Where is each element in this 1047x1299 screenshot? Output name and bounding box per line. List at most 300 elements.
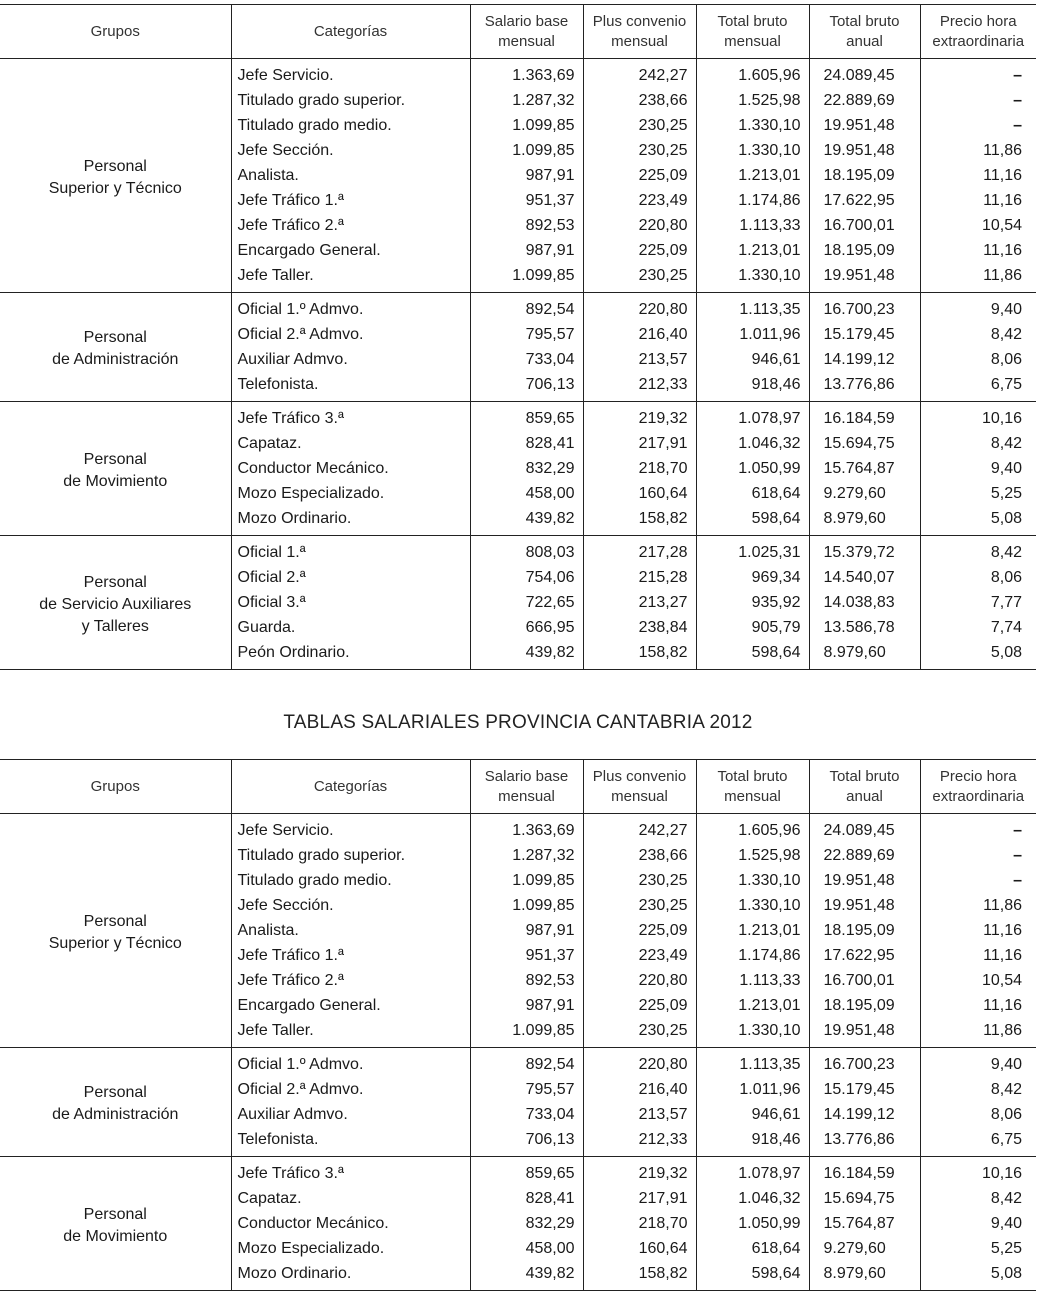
total-mensual-cell: 1.113,35: [696, 1048, 809, 1078]
group-name-line: de Movimiento: [63, 472, 168, 490]
header-grupos: Grupos: [0, 760, 231, 814]
total-anual-cell: 19.951,48: [809, 113, 920, 138]
group-name-line: de Movimiento: [63, 1227, 168, 1245]
salario-base-cell: 1.099,85: [470, 893, 583, 918]
total-anual-cell: 16.700,23: [809, 293, 920, 323]
category-cell: Jefe Taller.: [231, 1018, 470, 1048]
plus-convenio-cell: 160,64: [583, 481, 696, 506]
plus-convenio-cell: 238,66: [583, 88, 696, 113]
salario-base-cell: 832,29: [470, 456, 583, 481]
total-anual-cell: 15.179,45: [809, 322, 920, 347]
precio-hora-cell: 11,16: [983, 192, 1022, 209]
salario-base-cell: 1.099,85: [470, 1018, 583, 1048]
category-cell: Jefe Tráfico 1.ª: [231, 943, 470, 968]
precio-hora-cell: 11,16: [983, 922, 1022, 939]
total-mensual-cell: 1.525,98: [696, 843, 809, 868]
category-cell: Conductor Mecánico.: [231, 456, 470, 481]
category-cell: Oficial 1.ª: [231, 536, 470, 566]
header-line: mensual: [724, 32, 781, 50]
total-anual-cell: 13.776,86: [809, 1127, 920, 1157]
header-line: Plus convenio: [592, 767, 687, 785]
plus-convenio-cell: 158,82: [583, 640, 696, 670]
total-mensual-cell: 598,64: [696, 640, 809, 670]
total-anual-cell: 13.776,86: [809, 372, 920, 402]
header-line: Total bruto: [829, 12, 900, 30]
precio-hora-cell: 11,86: [920, 1018, 1036, 1048]
total-mensual-cell: 1.213,01: [696, 993, 809, 1018]
total-mensual-cell: 1.213,01: [696, 918, 809, 943]
plus-convenio-cell: 238,84: [583, 615, 696, 640]
precio-hora-cell: 5,25: [990, 1240, 1022, 1257]
category-cell: Capataz.: [231, 1186, 470, 1211]
header-plus-convenio: [583, 5, 696, 59]
category-cell: Jefe Servicio.: [231, 59, 470, 89]
total-mensual-cell: 1.078,97: [696, 1157, 809, 1187]
total-anual-cell: 16.700,23: [809, 1048, 920, 1078]
category-cell: Mozo Ordinario.: [231, 1261, 470, 1291]
plus-convenio-cell: 158,82: [583, 1261, 696, 1291]
group-name-line: Personal: [83, 912, 147, 930]
category-cell: Oficial 2.ª Admvo.: [231, 1077, 470, 1102]
header-line: anual: [846, 32, 883, 50]
total-mensual-cell: 1.050,99: [696, 1211, 809, 1236]
header-line: extraordinaria: [932, 32, 1025, 50]
salary-table-1: [0, 4, 1036, 670]
precio-hora-cell: 5,08: [920, 506, 1036, 536]
plus-convenio-cell: 216,40: [583, 1077, 696, 1102]
total-mensual-cell: 1.213,01: [696, 238, 809, 263]
total-anual-cell: 15.379,72: [809, 536, 920, 566]
header-line: mensual: [498, 787, 555, 805]
category-cell: Mozo Especializado.: [231, 1236, 470, 1261]
total-anual-cell: 18.195,09: [809, 993, 920, 1018]
plus-convenio-cell: 220,80: [583, 968, 696, 993]
plus-convenio-cell: 238,66: [583, 843, 696, 868]
category-cell: Jefe Tráfico 2.ª: [231, 213, 470, 238]
total-anual-cell: 18.195,09: [809, 918, 920, 943]
group-name-line: de Administración: [52, 351, 179, 368]
precio-hora-cell: –: [1013, 117, 1022, 134]
salario-base-cell: 439,82: [470, 640, 583, 670]
total-mensual-cell: 1.330,10: [696, 1018, 809, 1048]
total-mensual-cell: 1.525,98: [696, 88, 809, 113]
total-mensual-cell: 1.113,33: [696, 968, 809, 993]
precio-hora-cell: 9,40: [990, 301, 1022, 318]
total-mensual-cell: 1.330,10: [696, 263, 809, 293]
precio-hora-cell: 8,42: [990, 435, 1022, 452]
total-anual-cell: 14.199,12: [809, 347, 920, 372]
group-cell: [0, 1048, 231, 1157]
precio-hora-cell: –: [1013, 822, 1022, 839]
salario-base-cell: 987,91: [470, 918, 583, 943]
category-cell: Encargado General.: [231, 238, 470, 263]
category-cell: Oficial 2.ª: [231, 565, 470, 590]
precio-hora-cell: –: [1013, 67, 1022, 84]
salario-base-cell: 706,13: [470, 1127, 583, 1157]
table-caption: TABLAS SALARIALES PROVINCIA CANTABRIA 2012: [283, 712, 753, 733]
total-anual-cell: 14.038,83: [809, 590, 920, 615]
category-cell: Oficial 1.º Admvo.: [231, 293, 470, 323]
precio-hora-cell: 8,06: [990, 1106, 1022, 1123]
plus-convenio-cell: 225,09: [583, 163, 696, 188]
table-body: [0, 814, 1036, 1291]
header-line: extraordinaria: [932, 787, 1025, 805]
category-cell: Jefe Tráfico 3.ª: [231, 402, 470, 432]
total-anual-cell: 13.586,78: [809, 615, 920, 640]
table-header: [0, 5, 1036, 59]
precio-hora-cell: 11,16: [983, 997, 1022, 1014]
plus-convenio-cell: 160,64: [583, 1236, 696, 1261]
salario-base-cell: 987,91: [470, 993, 583, 1018]
salario-base-cell: 1.363,69: [470, 59, 583, 89]
total-anual-cell: 19.951,48: [809, 263, 920, 293]
header-line: Salario base: [484, 767, 569, 785]
total-mensual-cell: 1.605,96: [696, 814, 809, 844]
precio-hora-cell: 5,08: [920, 640, 1036, 670]
category-cell: Analista.: [231, 918, 470, 943]
header-line: mensual: [498, 32, 555, 50]
plus-convenio-cell: 220,80: [583, 1048, 696, 1078]
salario-base-cell: 733,04: [470, 347, 583, 372]
precio-hora-cell: –: [1013, 847, 1022, 864]
precio-hora-cell: 8,06: [990, 351, 1022, 368]
plus-convenio-cell: 225,09: [583, 993, 696, 1018]
total-anual-cell: 19.951,48: [809, 138, 920, 163]
total-anual-cell: 22.889,69: [809, 843, 920, 868]
salario-base-cell: 828,41: [470, 431, 583, 456]
category-cell: Jefe Sección.: [231, 138, 470, 163]
salario-base-cell: 828,41: [470, 1186, 583, 1211]
category-cell: Auxiliar Admvo.: [231, 347, 470, 372]
salario-base-cell: 1.287,32: [470, 843, 583, 868]
salario-base-cell: 892,54: [470, 293, 583, 323]
header-total-bruto-mensual: [696, 5, 809, 59]
total-anual-cell: 19.951,48: [809, 893, 920, 918]
table-header: [0, 760, 1036, 814]
precio-hora-cell: 8,06: [990, 569, 1022, 586]
total-anual-cell: 16.700,01: [809, 968, 920, 993]
header-line: Total bruto: [717, 767, 788, 785]
total-mensual-cell: 946,61: [696, 347, 809, 372]
plus-convenio-cell: 223,49: [583, 943, 696, 968]
precio-hora-cell: 7,77: [990, 594, 1022, 611]
plus-convenio-cell: 218,70: [583, 1211, 696, 1236]
plus-convenio-cell: 230,25: [583, 893, 696, 918]
precio-hora-cell: 11,16: [983, 947, 1022, 964]
plus-convenio-cell: 213,27: [583, 590, 696, 615]
total-anual-cell: 14.540,07: [809, 565, 920, 590]
precio-hora-cell: 10,16: [981, 1165, 1022, 1182]
total-anual-cell: 8.979,60: [809, 640, 920, 670]
plus-convenio-cell: 230,25: [583, 113, 696, 138]
total-anual-cell: 18.195,09: [809, 238, 920, 263]
salario-base-cell: 795,57: [470, 1077, 583, 1102]
total-anual-cell: 18.195,09: [809, 163, 920, 188]
total-anual-cell: 17.622,95: [809, 943, 920, 968]
total-anual-cell: 8.979,60: [809, 506, 920, 536]
category-cell: Titulado grado medio.: [231, 868, 470, 893]
category-cell: Mozo Especializado.: [231, 481, 470, 506]
total-anual-cell: 15.694,75: [809, 431, 920, 456]
total-mensual-cell: 1.174,86: [696, 188, 809, 213]
salario-base-cell: 1.287,32: [470, 88, 583, 113]
category-cell: Jefe Tráfico 1.ª: [231, 188, 470, 213]
header-categorias: Categorías: [231, 5, 470, 59]
group-name-line: y Talleres: [81, 617, 149, 635]
header-line: mensual: [611, 787, 668, 805]
header-precio-hora: [920, 760, 1036, 814]
total-mensual-cell: 918,46: [696, 1127, 809, 1157]
total-mensual-cell: 1.330,10: [696, 138, 809, 163]
plus-convenio-cell: 218,70: [583, 456, 696, 481]
plus-convenio-cell: 213,57: [583, 1102, 696, 1127]
precio-hora-cell: 11,86: [983, 897, 1022, 914]
header-salario-base: [470, 760, 583, 814]
category-cell: Telefonista.: [231, 1127, 470, 1157]
salario-base-cell: 1.099,85: [470, 868, 583, 893]
precio-hora-cell: 9,40: [990, 1215, 1022, 1232]
total-mensual-cell: 905,79: [696, 615, 809, 640]
table-row: [0, 293, 1036, 323]
total-mensual-cell: 1.050,99: [696, 456, 809, 481]
header-total-bruto-anual: [809, 5, 920, 59]
group-name-line: Personal: [83, 450, 147, 468]
salario-base-cell: 706,13: [470, 372, 583, 402]
category-cell: Auxiliar Admvo.: [231, 1102, 470, 1127]
salario-base-cell: 859,65: [470, 402, 583, 432]
salario-base-cell: 987,91: [470, 238, 583, 263]
total-anual-cell: 8.979,60: [809, 1261, 920, 1291]
plus-convenio-cell: 215,28: [583, 565, 696, 590]
group-name-line: Personal: [83, 573, 147, 591]
total-anual-cell: 22.889,69: [809, 88, 920, 113]
header-line: Total bruto: [717, 12, 788, 30]
salario-base-cell: 458,00: [470, 481, 583, 506]
salario-base-cell: 795,57: [470, 322, 583, 347]
header-plus-convenio: [583, 760, 696, 814]
precio-hora-cell: 7,74: [990, 619, 1022, 636]
precio-hora-cell: 8,42: [990, 326, 1022, 343]
header-line: Precio hora: [939, 767, 1017, 785]
precio-hora-cell: 10,54: [981, 217, 1022, 234]
precio-hora-cell: 11,16: [983, 167, 1022, 184]
plus-convenio-cell: 225,09: [583, 918, 696, 943]
precio-hora-cell: 8,42: [990, 1190, 1022, 1207]
salario-base-cell: 892,53: [470, 968, 583, 993]
group-cell: [0, 293, 231, 402]
total-mensual-cell: 1.078,97: [696, 402, 809, 432]
category-cell: Peón Ordinario.: [231, 640, 470, 670]
salario-base-cell: 892,53: [470, 213, 583, 238]
plus-convenio-cell: 212,33: [583, 372, 696, 402]
header-line: mensual: [724, 787, 781, 805]
precio-hora-cell: 6,75: [920, 372, 1036, 402]
salario-base-cell: 439,82: [470, 1261, 583, 1291]
category-cell: Titulado grado medio.: [231, 113, 470, 138]
salario-base-cell: 754,06: [470, 565, 583, 590]
plus-convenio-cell: 230,25: [583, 868, 696, 893]
precio-hora-cell: 5,08: [920, 1261, 1036, 1291]
header-total-bruto-mensual: [696, 760, 809, 814]
total-mensual-cell: 618,64: [696, 1236, 809, 1261]
total-anual-cell: 19.951,48: [809, 868, 920, 893]
salary-table-2: [0, 759, 1036, 1291]
group-cell: [0, 59, 231, 293]
precio-hora-cell: 6,75: [920, 1127, 1036, 1157]
precio-hora-cell: 8,42: [990, 544, 1022, 561]
precio-hora-cell: –: [1013, 872, 1022, 889]
salario-base-cell: 892,54: [470, 1048, 583, 1078]
header-line: Total bruto: [829, 767, 900, 785]
total-mensual-cell: 918,46: [696, 372, 809, 402]
category-cell: Titulado grado superior.: [231, 88, 470, 113]
category-cell: Jefe Sección.: [231, 893, 470, 918]
salario-base-cell: 722,65: [470, 590, 583, 615]
plus-convenio-cell: 217,28: [583, 536, 696, 566]
table-row: [0, 402, 1036, 432]
table-row: [0, 814, 1036, 844]
group-name-line: Personal: [83, 329, 147, 346]
group-cell: [0, 814, 231, 1048]
plus-convenio-cell: 223,49: [583, 188, 696, 213]
group-cell: [0, 536, 231, 670]
total-mensual-cell: 1.330,10: [696, 868, 809, 893]
header-line: anual: [846, 787, 883, 805]
plus-convenio-cell: 158,82: [583, 506, 696, 536]
table-body: [0, 59, 1036, 670]
total-mensual-cell: 1.113,33: [696, 213, 809, 238]
total-mensual-cell: 935,92: [696, 590, 809, 615]
category-cell: Oficial 3.ª: [231, 590, 470, 615]
group-cell: [0, 402, 231, 536]
precio-hora-cell: 5,25: [990, 485, 1022, 502]
salario-base-cell: 951,37: [470, 943, 583, 968]
plus-convenio-cell: 212,33: [583, 1127, 696, 1157]
category-cell: Jefe Tráfico 2.ª: [231, 968, 470, 993]
precio-hora-cell: 9,40: [990, 1056, 1022, 1073]
total-mensual-cell: 1.213,01: [696, 163, 809, 188]
total-anual-cell: 15.764,87: [809, 1211, 920, 1236]
plus-convenio-cell: 242,27: [583, 814, 696, 844]
plus-convenio-cell: 230,25: [583, 263, 696, 293]
plus-convenio-cell: 242,27: [583, 59, 696, 89]
salario-base-cell: 1.363,69: [470, 814, 583, 844]
header-line: Salario base: [484, 12, 569, 30]
table-row: [0, 1157, 1036, 1187]
plus-convenio-cell: 217,91: [583, 1186, 696, 1211]
total-anual-cell: 19.951,48: [809, 1018, 920, 1048]
group-name-line: de Administración: [52, 1106, 179, 1123]
total-anual-cell: 16.700,01: [809, 213, 920, 238]
category-cell: Encargado General.: [231, 993, 470, 1018]
total-mensual-cell: 1.330,10: [696, 893, 809, 918]
category-cell: Jefe Tráfico 3.ª: [231, 1157, 470, 1187]
category-cell: Analista.: [231, 163, 470, 188]
total-anual-cell: 15.179,45: [809, 1077, 920, 1102]
total-anual-cell: 14.199,12: [809, 1102, 920, 1127]
precio-hora-cell: 11,16: [983, 242, 1022, 259]
total-mensual-cell: 1.046,32: [696, 1186, 809, 1211]
plus-convenio-cell: 213,57: [583, 347, 696, 372]
plus-convenio-cell: 217,91: [583, 431, 696, 456]
group-name-line: Personal: [83, 157, 147, 175]
total-mensual-cell: 598,64: [696, 506, 809, 536]
category-cell: Titulado grado superior.: [231, 843, 470, 868]
total-mensual-cell: 618,64: [696, 481, 809, 506]
total-mensual-cell: 1.011,96: [696, 322, 809, 347]
total-mensual-cell: 1.330,10: [696, 113, 809, 138]
salario-base-cell: 666,95: [470, 615, 583, 640]
category-cell: Oficial 2.ª Admvo.: [231, 322, 470, 347]
precio-hora-cell: –: [1013, 92, 1022, 109]
total-anual-cell: 9.279,60: [809, 481, 920, 506]
group-name-line: de Servicio Auxiliares: [39, 595, 192, 613]
header-row: [0, 760, 1036, 814]
total-anual-cell: 15.764,87: [809, 456, 920, 481]
category-cell: Oficial 1.º Admvo.: [231, 1048, 470, 1078]
precio-hora-cell: 9,40: [990, 460, 1022, 477]
plus-convenio-cell: 220,80: [583, 293, 696, 323]
precio-hora-cell: 11,86: [920, 263, 1036, 293]
salario-base-cell: 439,82: [470, 506, 583, 536]
total-mensual-cell: 946,61: [696, 1102, 809, 1127]
plus-convenio-cell: 216,40: [583, 322, 696, 347]
header-precio-hora: [920, 5, 1036, 59]
header-total-bruto-anual: [809, 760, 920, 814]
total-anual-cell: 16.184,59: [809, 402, 920, 432]
salario-base-cell: 808,03: [470, 536, 583, 566]
plus-convenio-cell: 219,32: [583, 402, 696, 432]
group-name-line: Personal: [83, 1205, 147, 1223]
group-name-line: Personal: [83, 1084, 147, 1101]
header-salario-base: [470, 5, 583, 59]
group-cell: [0, 1157, 231, 1291]
category-cell: Capataz.: [231, 431, 470, 456]
salario-base-cell: 832,29: [470, 1211, 583, 1236]
plus-convenio-cell: 219,32: [583, 1157, 696, 1187]
salario-base-cell: 1.099,85: [470, 138, 583, 163]
plus-convenio-cell: 230,25: [583, 1018, 696, 1048]
total-anual-cell: 9.279,60: [809, 1236, 920, 1261]
total-anual-cell: 17.622,95: [809, 188, 920, 213]
salario-base-cell: 733,04: [470, 1102, 583, 1127]
salario-base-cell: 1.099,85: [470, 113, 583, 138]
category-cell: Telefonista.: [231, 372, 470, 402]
total-anual-cell: 24.089,45: [809, 814, 920, 844]
header-line: mensual: [611, 32, 668, 50]
plus-convenio-cell: 230,25: [583, 138, 696, 163]
header-categorias: Categorías: [231, 760, 470, 814]
plus-convenio-cell: 225,09: [583, 238, 696, 263]
category-cell: Jefe Servicio.: [231, 814, 470, 844]
salario-base-cell: 951,37: [470, 188, 583, 213]
header-line: Plus convenio: [592, 12, 687, 30]
total-mensual-cell: 1.113,35: [696, 293, 809, 323]
table-row: [0, 536, 1036, 566]
salario-base-cell: 859,65: [470, 1157, 583, 1187]
precio-hora-cell: 10,16: [981, 410, 1022, 427]
precio-hora-cell: 10,54: [981, 972, 1022, 989]
plus-convenio-cell: 220,80: [583, 213, 696, 238]
salario-base-cell: 1.099,85: [470, 263, 583, 293]
precio-hora-cell: 8,42: [990, 1081, 1022, 1098]
total-mensual-cell: 1.605,96: [696, 59, 809, 89]
group-name-line: Superior y Técnico: [48, 179, 182, 197]
total-anual-cell: 15.694,75: [809, 1186, 920, 1211]
total-anual-cell: 16.184,59: [809, 1157, 920, 1187]
category-cell: Conductor Mecánico.: [231, 1211, 470, 1236]
salario-base-cell: 458,00: [470, 1236, 583, 1261]
